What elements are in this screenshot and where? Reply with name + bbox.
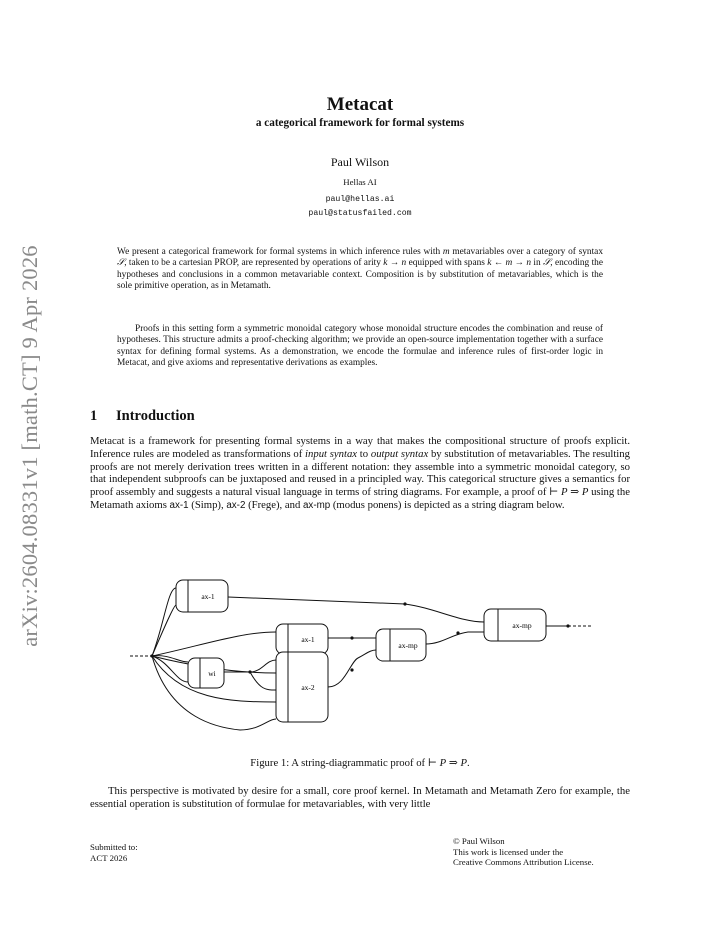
text-run: P — [439, 757, 447, 769]
text-run: Metacat is a framework for presenting formal systems in a way that makes the compositional structure of proofs explicit. Inference rules are modeled as transformations of — [90, 435, 630, 460]
box-ax1-top-label: ax-1 — [201, 592, 215, 601]
venue: ACT 2026 — [90, 852, 128, 863]
text-run: ⇒ — [446, 757, 461, 769]
box-axmp-mid-label: ax-mp — [398, 641, 418, 650]
box-axmp-right-label: ax-mp — [512, 621, 532, 630]
text-run: ⇒ — [567, 486, 582, 499]
figure-caption — [90, 756, 630, 769]
section-number: 1 — [90, 408, 98, 424]
paper-subtitle: a categorical framework for formal systems — [255, 117, 465, 129]
paper-title: Metacat — [326, 94, 394, 115]
text-run: by substitution of metavariables. The resulting proofs are not merely derivation trees written in a different notation: they assemble into a symmetric monoidal category, so that independent subproofs can be juxtaposed and reused in a principled way. This categorical structure gives a semantics for proof assembly and suggests a natural visual language in terms of string diagrams. For example, a proof of ⊢ — [90, 447, 630, 499]
text-run: (modus ponens) is depicted as a string diagram below. — [330, 498, 565, 511]
author-affiliation: Hellas AI — [343, 177, 377, 187]
submitted-label: Submitted to: — [90, 842, 138, 852]
text-run: , taken to be a cartesian PROP, are represented by operations of arity — [124, 258, 384, 269]
text-run: → — [387, 258, 402, 269]
text-run: metavariables over a category of syntax — [449, 247, 604, 257]
author-name: Paul Wilson — [330, 155, 390, 169]
license-line-1: This work is licensed under the — [453, 846, 564, 857]
box-wi-label: wi — [208, 669, 216, 678]
text-run: P — [581, 486, 589, 499]
text-run: 𝒮 — [543, 258, 551, 269]
text-run: m — [505, 258, 513, 269]
author-email-2[interactable]: paul@statusfailed.com — [308, 209, 412, 218]
license-line-2[interactable]: Creative Commons Attribution License. — [453, 857, 594, 867]
text-run: , encoding the hypotheses and conclusions in a common metavariable context. Composition is by substitution of metavariables, which is the sole primitive operation, as in Metamath. — [117, 258, 603, 291]
arxiv-identifier: arXiv:2604.08331v1 [math.CT] 9 Apr 2026 — [17, 245, 42, 647]
text-run: ← — [491, 258, 506, 269]
text-run: We present a categorical framework for formal systems in which inference rules with — [117, 247, 443, 257]
author-email-1[interactable]: paul@hellas.ai — [325, 195, 395, 204]
abstract-paragraph-2: Proofs in this setting form a symmetric monoidal category whose monoidal structure encodes the combination and reuse of hypotheses. This structure admits a proof-checking algorithm; we provide an open-source implementation together with a surface syntax for defining formal systems. As a demonstration, we encode the formulae and inference rules of first-order logic in Metacat, and give axioms and representative derivations as examples. — [117, 324, 603, 368]
copyright: © Paul Wilson — [453, 836, 505, 846]
intro-paragraph-1 — [90, 435, 630, 513]
text-run: Figure 1: A string-diagrammatic proof of ⊢ — [250, 757, 440, 769]
intro-paragraph-2: This perspective is motivated by desire for a small, core proof kernel. In Metamath and Metamath Zero for example, the essential operation is substitution of formulae for metavariables, with very little — [90, 785, 630, 810]
box-ax1-mid-label: ax-1 — [301, 635, 315, 644]
section-title: Introduction — [116, 408, 195, 424]
text-run: 𝒮 — [117, 258, 125, 269]
footer-submission — [90, 842, 138, 863]
text-run: using the Metamath axioms — [90, 486, 630, 511]
text-run: (Frege), and — [245, 498, 303, 511]
box-ax2-label: ax-2 — [301, 683, 315, 692]
text-run: input syntax — [305, 447, 358, 460]
footer-license — [453, 836, 594, 868]
abstract-paragraph-1 — [117, 247, 603, 292]
text-run: → — [512, 258, 527, 269]
text-run: to — [357, 447, 371, 460]
text-run: P — [561, 486, 568, 499]
text-run: ax-2 — [226, 499, 246, 511]
text-run: in — [531, 258, 544, 269]
text-run: ax-1 — [169, 499, 189, 511]
arxiv-sidebar — [4, 226, 56, 666]
text-run: n — [401, 258, 407, 269]
text-run: output syntax — [370, 447, 429, 460]
text-run: (Simp), — [188, 498, 227, 511]
string-diagram — [90, 570, 630, 740]
text-run: k — [487, 258, 492, 269]
text-run: P — [460, 757, 468, 769]
text-run: n — [526, 258, 532, 269]
text-run: equipped with spans — [406, 258, 488, 269]
text-run: . — [467, 757, 470, 769]
section-heading — [90, 408, 195, 425]
text-run: ax-mp — [302, 499, 331, 511]
text-run: k — [383, 258, 388, 269]
text-run: m — [442, 247, 450, 257]
